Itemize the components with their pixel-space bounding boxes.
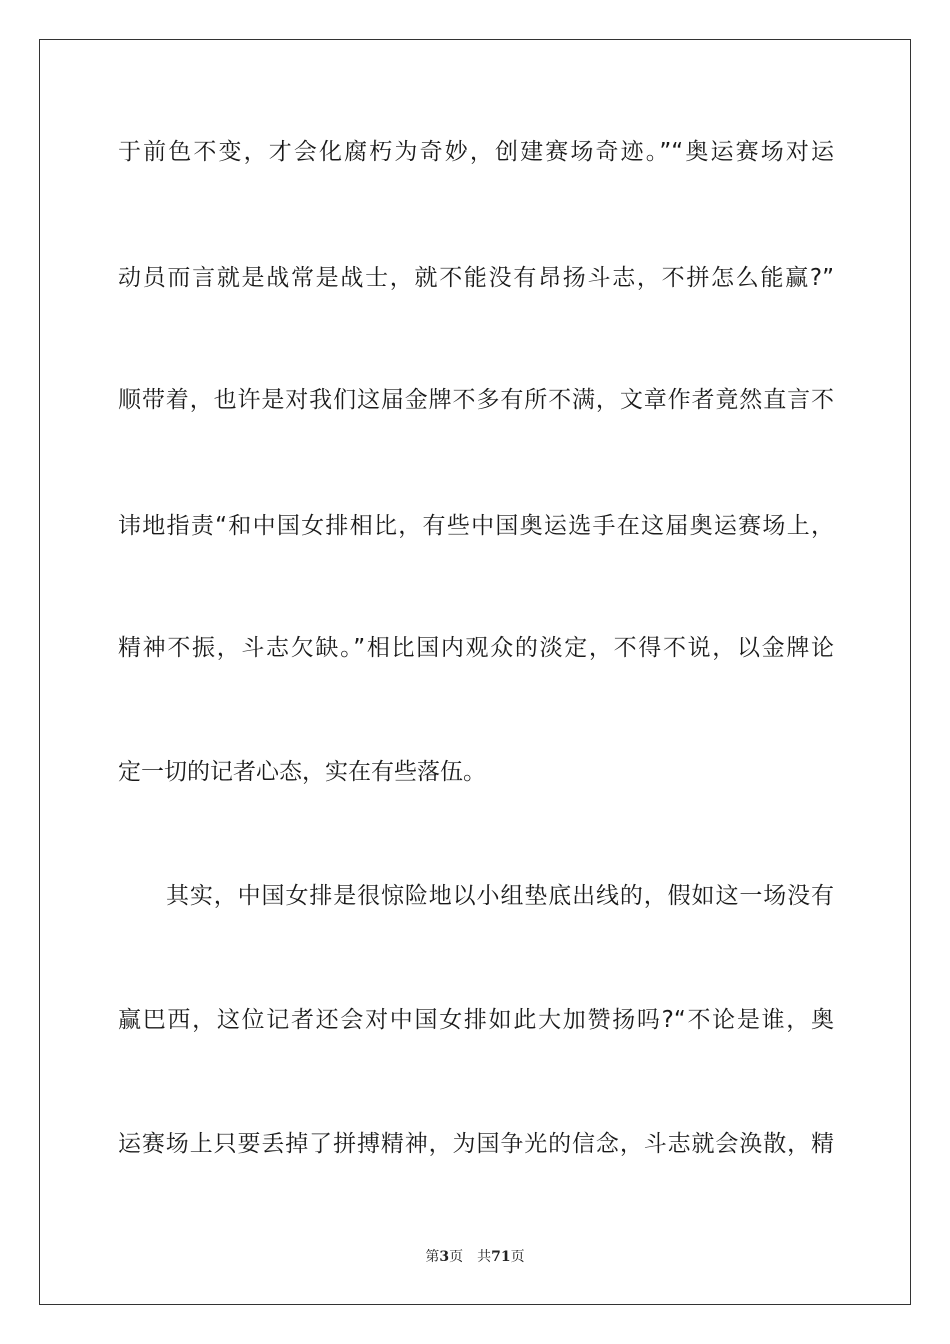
body-line-8: 赢巴西，这位记者还会对中国女排如此大加赞扬吗?“不论是谁，奥 [118,1007,834,1033]
footer-total-prefix: 共 [477,1249,492,1265]
body-line-7: 其实，中国女排是很惊险地以小组垫底出线的，假如这一场没有 [166,883,834,909]
body-line-6: 定一切的记者心态，实在有些落伍。 [118,759,486,785]
body-line-9: 运赛场上只要丢掉了拼搏精神，为国争光的信念，斗志就会涣散，精 [118,1131,834,1157]
body-line-3: 顺带着，也许是对我们这届金牌不多有所不满，文章作者竟然直言不 [118,387,834,413]
body-line-4: 讳地指责“和中国女排相比，有些中国奥运选手在这届奥运赛场上， [118,513,834,539]
page-border [39,39,911,1305]
body-line-5: 精神不振，斗志欠缺。”相比国内观众的淡定，不得不说，以金牌论 [118,635,834,661]
footer-page-number: 3 [439,1249,450,1265]
body-line-2: 动员而言就是战常是战士，就不能没有昂扬斗志，不拼怎么能赢?” [118,265,834,291]
footer-page-suffix: 页 [449,1249,464,1265]
footer-total-pages: 71 [491,1249,511,1265]
footer-total-suffix: 页 [510,1249,525,1265]
footer-page-prefix: 第 [425,1249,440,1265]
page-footer [0,1246,950,1266]
body-line-1: 于前色不变，才会化腐朽为奇妙，创建赛场奇迹。”“奥运赛场对运 [118,139,834,165]
